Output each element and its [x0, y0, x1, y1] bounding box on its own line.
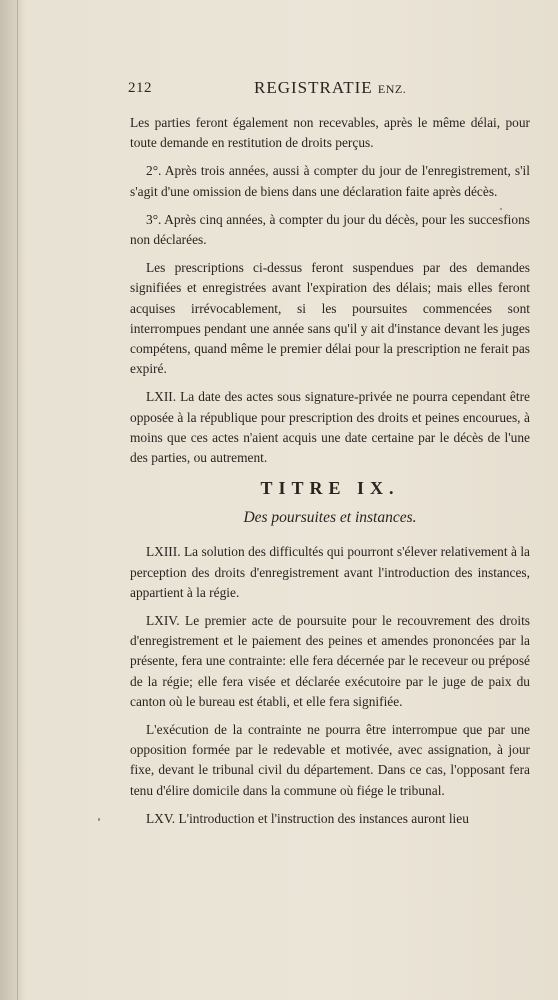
running-head-suffix: ENZ.	[377, 82, 407, 96]
article-paragraph: LXII. La date des actes sous signature-privée ne pourra cependant être opposée à la république pour prescription des droits et peines encourues, à moins que ces actes n'aient acquis une date certaine par le décès de l'une des parties, ou autrement.	[130, 389, 530, 466]
article-paragraph: LXIII. La solution des difficultés qui pourront s'élever relativement à la perception des droits d'enregistrement avant l'introduction des instances, appartient à la régie.	[130, 544, 530, 600]
running-head-main: REGISTRATIE	[254, 78, 373, 97]
page-gutter	[0, 0, 26, 1000]
paragraph: Les parties feront également non recevables, après le même délai, pour toute demande en restitution de droits perçus.	[130, 115, 530, 151]
paper-speck	[98, 818, 100, 821]
running-head	[130, 78, 530, 102]
article-paragraph: LXIV. Le premier acte de poursuite pour le recouvrement des droits d'enregistrement et le paiement des peines et amendes prononcées par la présente, fera une contrainte: elle fera décernée par le receveur ou préposé de la régie; elle fera visée et déclarée exécutoire par le juge de paix du canton où le bureau est établi, et elle fera signifiée.	[130, 613, 530, 709]
gutter-fold-line	[17, 0, 18, 1000]
article-paragraph: LXV. L'introduction et l'instruction des instances auront lieu	[146, 810, 469, 826]
paragraph: 3°. Après cinq années, à compter du jour du décès, pour les succesfions non déclarées.	[130, 211, 530, 248]
paragraph: Les prescriptions ci-dessus feront suspendues par des demandes signifiées et enregistrées avant l'expiration des délais; mais elles feront acquises irrévocablement, si les poursuites commencées sont interrompues pendant une année sans qu'il y ait d'instance devant les juges compétens, quand même le premier délai pour la prescription ne ferait pas expiré.	[130, 260, 530, 377]
page-number: 212	[128, 80, 152, 96]
paragraph: 2°. Après trois années, aussi à compter du jour de l'enregistrement, s'il s'agit d'une omission de biens dans une déclaration faite après décès.	[130, 163, 530, 199]
page-body	[130, 113, 530, 829]
paragraph: L'exécution de la contrainte ne pourra être interrompue que par une opposition formée par le redevable et motivée, avec assignation, à jour fixe, devant le tribunal civil du département. Dans ce cas, l'opposant fera tenu d'élire domicile dans la commune où fiége le tribunal.	[130, 722, 530, 798]
section-subtitle: Des poursuites et instances.	[243, 509, 417, 527]
running-head-title	[254, 78, 406, 98]
section-title: TITRE IX.	[260, 478, 400, 499]
